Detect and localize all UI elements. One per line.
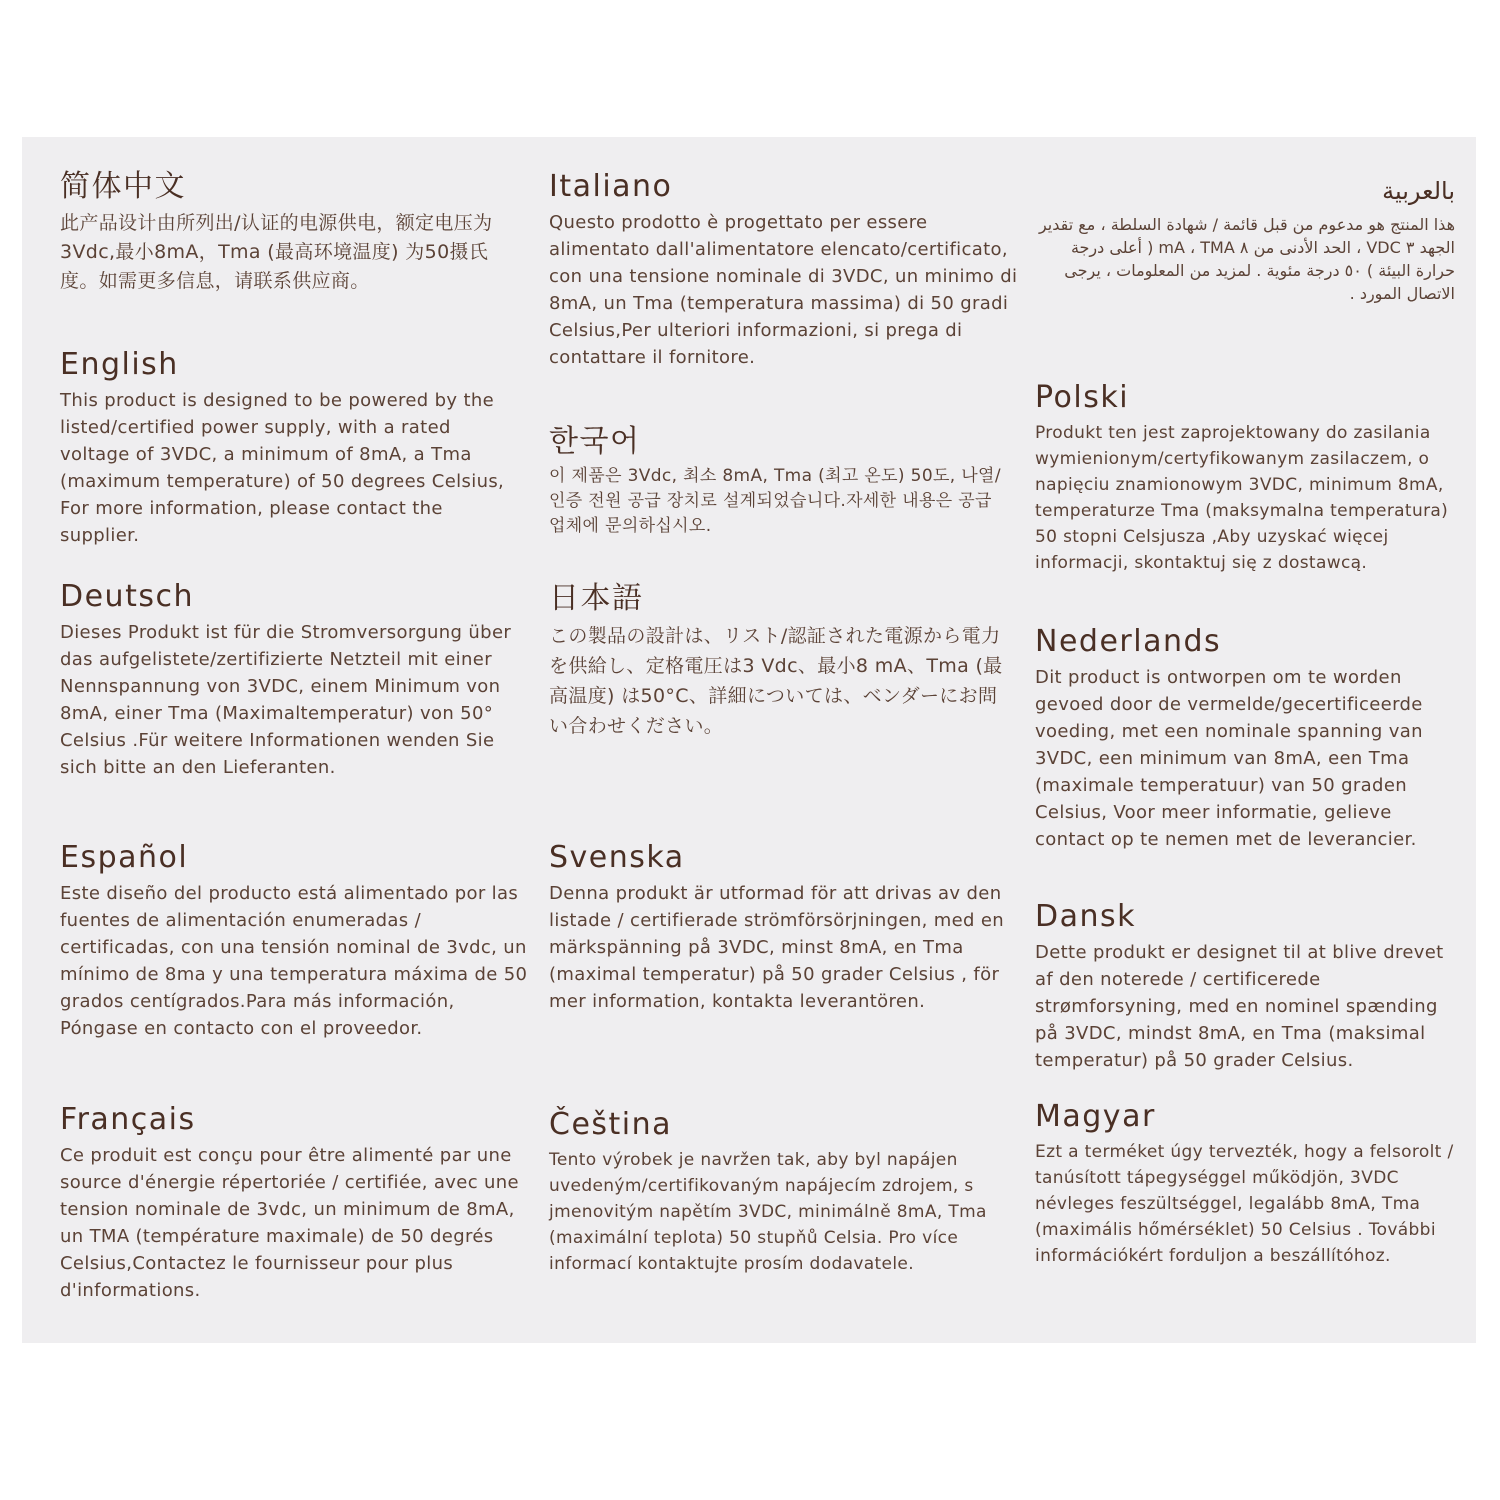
- section-body: هذا المنتج هو مدعوم من قبل قائمة / شهادة السلطة ، مع تقدير الجهد ٣ VDC ، الحد الأدنى من ٨ mA ، TMA ( أعلى درجة حرارة البيئة ) ٥٠ درجة مئوية . لمزيد من المعلومات ، يرجى الاتصال المورد .: [1038, 215, 1455, 303]
- section-title: 日本語: [549, 581, 644, 616]
- section-deutsch: [60, 579, 530, 781]
- section-body: 이 제품은 3Vdc, 최소 8mA, Tma (최고 온도) 50도, 나열/인증 전원 공급 장치로 설계되었습니다.자세한 내용은 공급업체에 문의하십시오.: [549, 466, 1001, 536]
- section-body: Denna produkt är utformad för att drivas av den listade / certifierade strömförsörjningen, med en märkspänning på 3VDC, minst 8mA, en Tma (maximal temperatur) på 50 grader Celsius , för mer information, kontakta leverantören.: [549, 883, 1005, 1012]
- section-title: 한국어: [549, 424, 641, 459]
- section-magyar: [1035, 1099, 1455, 1269]
- section-body: This product is designed to be powered by the listed/certified power supply, with a rated voltage of 3VDC, a minimum of 8mA, a Tma (maximum temperature) of 50 degrees Celsius, For more information, please contact the supplier.: [60, 390, 505, 546]
- section-chinese: [60, 169, 520, 296]
- section-arabic: [1035, 173, 1455, 305]
- section-english: [60, 347, 522, 549]
- section-korean: [549, 424, 1004, 539]
- section-body: Dit product is ontworpen om te worden gevoed door de vermelde/gecertificeerde voeding, met een nominale spanning van 3VDC, een minimum van 8mA, een Tma (maximale temperatuur) van 50 graden Celsius, Voor meer informatie, gelieve contact op te nemen met de leverancier.: [1035, 667, 1423, 850]
- section-body: この製品の設計は、リスト/認証された電源から電力を供給し、定格電圧は3 Vdc、最小8 mA、Tma (最高温度) は50°C、詳細については、ベンダーにお問い合わせください。: [549, 625, 1003, 737]
- section-body: Este diseño del producto está alimentado por las fuentes de alimentación enumeradas / certificadas, con una tensión nominal de 3vdc, un mínimo de 8ma y una temperatura máxima de 50 grados centígrados.Para más información, Póngase en contacto con el proveedor.: [60, 883, 528, 1039]
- section-body: Tento výrobek je navržen tak, aby byl napájen uvedeným/certifikovaným napájecím zdrojem, s jmenovitým napětím 3VDC, minimálně 8mA, Tma (maximální teplota) 50 stupňů Celsia. Pro více informací kontaktujte prosím dodavatele.: [549, 1150, 987, 1274]
- section-dansk: [1035, 899, 1465, 1074]
- section-title: Italiano: [549, 169, 673, 204]
- section-title: Deutsch: [60, 579, 194, 614]
- section-body: Questo prodotto è progettato per essere alimentato dall'alimentatore elencato/certificato, con una tensione nominale di 3VDC, un minimo di 8mA, un Tma (temperatura massima) di 50 gradi Celsius,Per ulteriori informazioni, si prega di contattare il fornitore.: [549, 212, 1018, 368]
- section-body: 此产品设计由所列出/认证的电源供电，额定电压为3Vdc,最小8mA，Tma (最高环境温度) 为50摄氏度。如需更多信息，请联系供应商。: [60, 212, 493, 292]
- section-italiano: [549, 169, 1029, 371]
- section-title: Čeština: [549, 1107, 673, 1142]
- section-body: Produkt ten jest zaprojektowany do zasilania wymienionym/certyfikowanym zasilaczem, o napięciu znamionowym 3VDC, minimum 8mA, temperaturze Tma (maksymalna temperatura) 50 stopni Celsjusza ,Aby uzyskać więcej informacji, skontaktuj się z dostawcą.: [1035, 423, 1449, 573]
- section-svenska: [549, 840, 1019, 1015]
- section-title: Polski: [1035, 380, 1130, 415]
- section-espanol: [60, 840, 535, 1042]
- section-title: 简体中文: [60, 169, 186, 204]
- section-title: Nederlands: [1035, 624, 1222, 659]
- manual-sheet: [22, 137, 1476, 1343]
- section-title: Magyar: [1035, 1099, 1156, 1134]
- section-body: Dieses Produkt ist für die Stromversorgung über das aufgelistete/zertifizierte Netzteil mit einer Nennspannung von 3VDC, einem Minimum von 8mA, einer Tma (Maximaltemperatur) von 50° Celsius .Für weitere Informationen wenden Sie sich bitte an den Lieferanten.: [60, 622, 512, 778]
- section-cestina: [549, 1107, 1009, 1277]
- section-body: Dette produkt er designet til at blive drevet af den noterede / certificerede strømforsyning, med en nominel spænding på 3VDC, mindst 8mA, en Tma (maksimal temperatur) på 50 grader Celsius.: [1035, 942, 1444, 1071]
- section-polski: [1035, 380, 1465, 576]
- section-japanese: [549, 581, 1004, 741]
- section-nederlands: [1035, 624, 1455, 853]
- section-title: بالعربية: [1382, 177, 1455, 205]
- section-francais: [60, 1102, 535, 1304]
- section-title: Svenska: [549, 840, 685, 875]
- section-title: Français: [60, 1102, 196, 1137]
- section-body: Ce produit est conçu pour être alimenté par une source d'énergie répertoriée / certifiée, avec une tension nominale de 3vdc, un minimum de 8mA, un TMA (température maximale) de 50 degrés Celsius,Contactez le fournisseur pour plus d'informations.: [60, 1145, 519, 1301]
- section-title: Español: [60, 840, 189, 875]
- section-title: Dansk: [1035, 899, 1137, 934]
- section-title: English: [60, 347, 179, 382]
- section-body: Ezt a terméket úgy tervezték, hogy a felsorolt / tanúsított tápegységgel működjön, 3VDC névleges feszültséggel, legalább 8mA, Tma (maximális hőmérséklet) 50 Celsius . További információkért forduljon a beszállítóhoz.: [1035, 1142, 1454, 1266]
